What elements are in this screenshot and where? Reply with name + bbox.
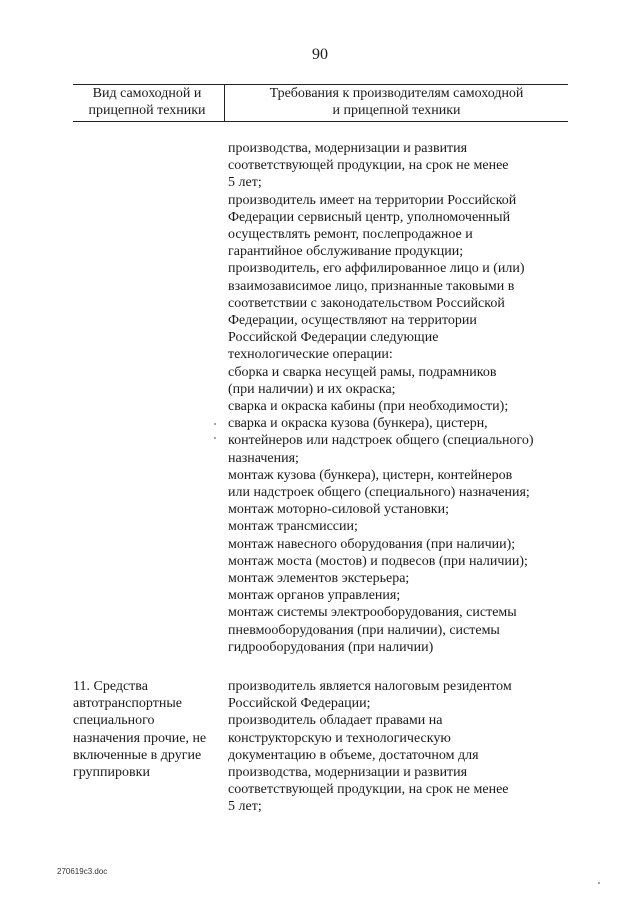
- header-column-requirements-line: и прицепной техники: [332, 102, 461, 118]
- item-name-line: автотранспортные: [73, 696, 182, 712]
- item-name-line: назначения прочие, не: [73, 730, 207, 746]
- requirement-line: монтаж моста (мостов) и подвесов (при наличии);: [228, 553, 528, 569]
- requirement-line: технологические операции:: [228, 347, 393, 363]
- header-column-requirements-line: Требования к производителям самоходной: [269, 86, 524, 101]
- requirement-line: сварка и окраска кабины (при необходимости);: [228, 399, 509, 415]
- page-number: 90: [312, 46, 328, 63]
- requirement-line: сборка и сварка несущей рамы, подрамников: [228, 364, 497, 380]
- scan-speck: [214, 423, 216, 425]
- requirement-line: Российской Федерации;: [228, 696, 371, 712]
- requirement-line: монтаж кузова (бункера), цистерн, контейнеров: [228, 467, 513, 483]
- requirement-line: документацию в объеме, достаточном для: [228, 747, 479, 763]
- requirement-line: Российской Федерации следующие: [228, 330, 439, 346]
- requirement-line: назначения;: [228, 450, 299, 466]
- requirement-line: осуществлять ремонт, послепродажное и: [228, 227, 473, 243]
- requirement-line: монтаж системы электрооборудования, системы: [228, 605, 517, 621]
- header-column-type: [73, 85, 221, 122]
- table-header: [73, 84, 568, 122]
- item-name-line: группировки: [73, 765, 150, 781]
- requirement-line: соответствующей продукции, на срок не менее: [228, 782, 509, 798]
- requirement-line: производитель, его аффилированное лицо и (или): [228, 261, 525, 277]
- header-column-type-line: прицепной техники: [88, 102, 206, 118]
- header-column-requirements: [225, 85, 568, 122]
- requirement-line: 5 лет;: [228, 799, 262, 815]
- item-name-line: включенные в другие: [73, 747, 202, 763]
- requirement-line: контейнеров или надстроек общего (специального): [228, 433, 534, 449]
- requirement-line: Федерации, осуществляют на территории: [228, 313, 477, 329]
- requirement-line: монтаж моторно-силовой установки;: [228, 502, 449, 518]
- requirement-line: производитель обладает правами на: [228, 713, 443, 729]
- item-11-name: [73, 678, 223, 781]
- requirement-line: Федерации сервисный центр, уполномоченный: [228, 209, 511, 225]
- requirement-line: производства, модернизации и развития: [228, 141, 468, 156]
- requirement-line: пневмооборудования (при наличии), системы: [228, 622, 500, 638]
- requirement-line: производства, модернизации и развития: [228, 765, 468, 781]
- requirement-line: монтаж элементов экстерьера;: [228, 571, 410, 587]
- requirement-line: производитель имеет на территории Российской: [228, 192, 517, 208]
- requirement-line: монтаж органов управления;: [228, 588, 401, 604]
- requirement-line: (при наличии) и их окраска;: [228, 381, 396, 397]
- requirement-line: монтаж навесного оборудования (при наличии);: [228, 536, 516, 552]
- scan-speck: [598, 882, 600, 884]
- header-column-type-line: Вид самоходной и: [92, 86, 202, 101]
- continued-requirements: [228, 140, 573, 656]
- item-name-line: специального: [73, 713, 155, 729]
- requirement-line: гидрооборудования (при наличии): [228, 639, 434, 655]
- requirement-line: или надстроек общего (специального) назначения;: [228, 485, 530, 501]
- item-name-line: 11. Средства: [73, 679, 148, 694]
- requirement-line: взаимозависимое лицо, признанные таковыми в: [228, 278, 515, 294]
- item-11-requirements: [228, 678, 573, 816]
- requirement-line: производитель является налоговым резидентом: [228, 679, 512, 694]
- scan-speck: [214, 437, 216, 439]
- requirement-line: гарантийное обслуживание продукции;: [228, 244, 464, 260]
- requirement-line: соответствии с законодательством Российской: [228, 295, 505, 311]
- requirement-line: 5 лет;: [228, 175, 262, 191]
- document-filename: 270619c3.doc: [57, 867, 108, 876]
- requirement-line: соответствующей продукции, на срок не менее: [228, 158, 509, 174]
- requirement-line: монтаж трансмиссии;: [228, 519, 358, 535]
- requirement-line: конструкторскую и технологическую: [228, 730, 451, 746]
- requirement-line: сварка и окраска кузова (бункера), цистерн,: [228, 416, 488, 432]
